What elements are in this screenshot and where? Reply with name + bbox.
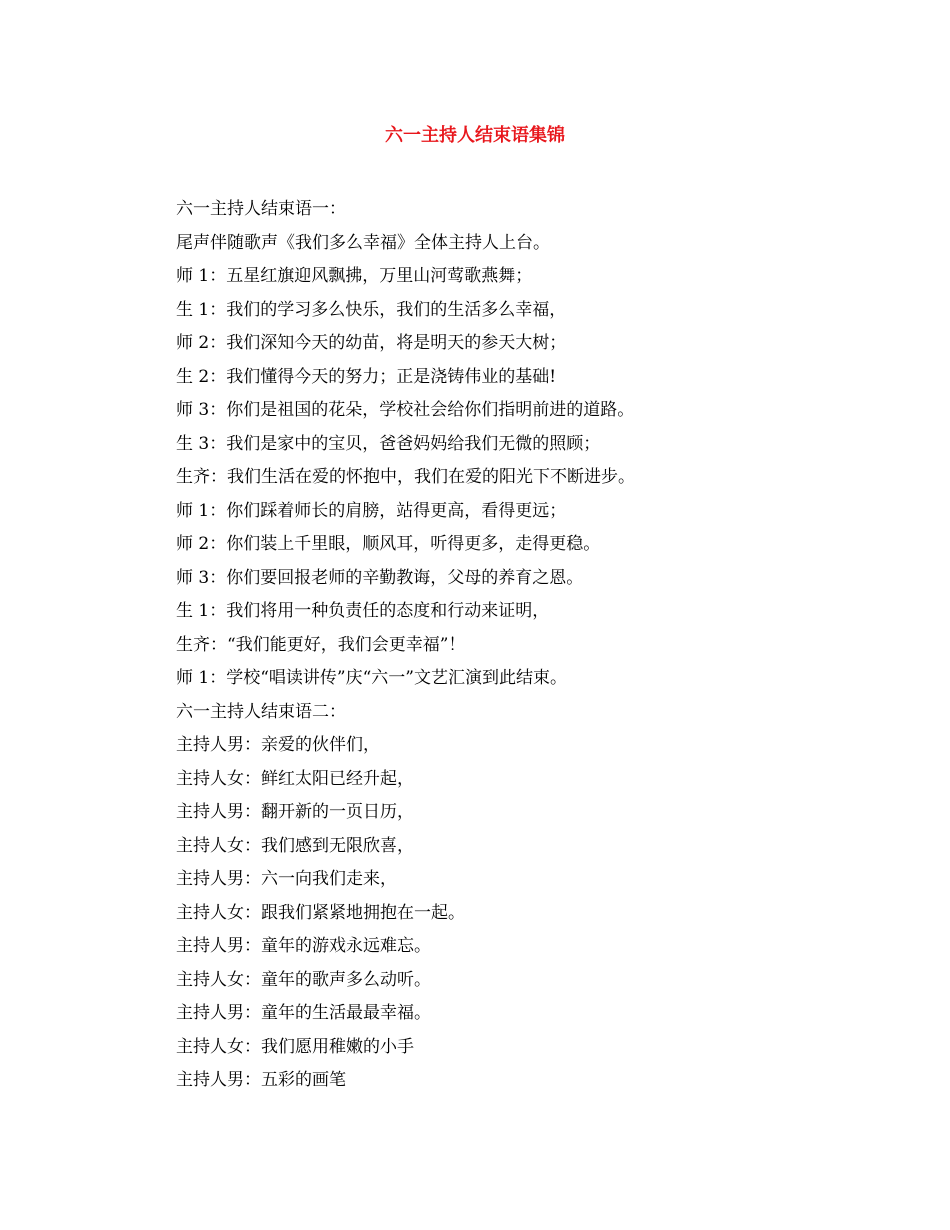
text-line: 生齐：我们生活在爱的怀抱中，我们在爱的阳光下不断进步。 bbox=[176, 467, 635, 487]
text-line: 主持人男：亲爱的伙伴们， bbox=[176, 735, 380, 755]
text-line: 主持人男：童年的游戏永远难忘。 bbox=[176, 936, 431, 956]
text-line: 主持人女：跟我们紧紧地拥抱在一起。 bbox=[176, 902, 465, 923]
text-line: 师 1：学校“唱读讲传”庆“六一”文艺汇演到此结束。 bbox=[176, 668, 567, 688]
text-line: 六一主持人结束语二： bbox=[176, 701, 346, 722]
text-line: 师 1：五星红旗迎风飘拂，万里山河莺歌燕舞； bbox=[176, 266, 533, 286]
text-line: 主持人男：翻开新的一页日历， bbox=[176, 802, 414, 822]
text-line: 师 1：你们踩着师长的肩膀，站得更高，看得更远； bbox=[176, 500, 567, 521]
document-body bbox=[176, 193, 896, 1098]
text-line: 生 1：我们的学习多么快乐，我们的生活多么幸福， bbox=[176, 299, 567, 320]
text-line: 师 3：你们要回报老师的辛勤教诲，父母的养育之恩。 bbox=[176, 567, 584, 588]
text-line: 尾声伴随歌声《我们多么幸福》全体主持人上台。 bbox=[176, 232, 550, 253]
text-line: 生齐：“我们能更好，我们会更幸福”！ bbox=[176, 634, 466, 655]
text-line: 师 2：你们装上千里眼，顺风耳，听得更多，走得更稳。 bbox=[176, 534, 601, 554]
text-line: 六一主持人结束语一： bbox=[176, 199, 346, 219]
text-line: 生 1：我们将用一种负责任的态度和行动来证明， bbox=[176, 601, 550, 621]
text-line: 主持人女：我们感到无限欣喜， bbox=[176, 835, 414, 856]
text-line: 主持人男：五彩的画笔 bbox=[176, 1070, 346, 1090]
document-title: 六一主持人结束语集锦 bbox=[385, 125, 565, 146]
text-line: 生 3：我们是家中的宝贝，爸爸妈妈给我们无微的照顾； bbox=[176, 433, 601, 454]
text-line: 师 3：你们是祖国的花朵，学校社会给你们指明前进的道路。 bbox=[176, 400, 635, 420]
text-line: 主持人男：六一向我们走来， bbox=[176, 869, 397, 889]
text-line: 生 2：我们懂得今天的努力；正是浇铸伟业的基础! bbox=[176, 366, 557, 387]
text-line: 主持人女：鲜红太阳已经升起， bbox=[176, 768, 414, 789]
text-line: 师 2：我们深知今天的幼苗，将是明天的参天大树； bbox=[176, 333, 567, 353]
text-line: 主持人男：童年的生活最最幸福。 bbox=[176, 1003, 431, 1023]
text-line: 主持人女：童年的歌声多么动听。 bbox=[176, 969, 431, 990]
text-line: 主持人女：我们愿用稚嫩的小手 bbox=[176, 1036, 414, 1057]
